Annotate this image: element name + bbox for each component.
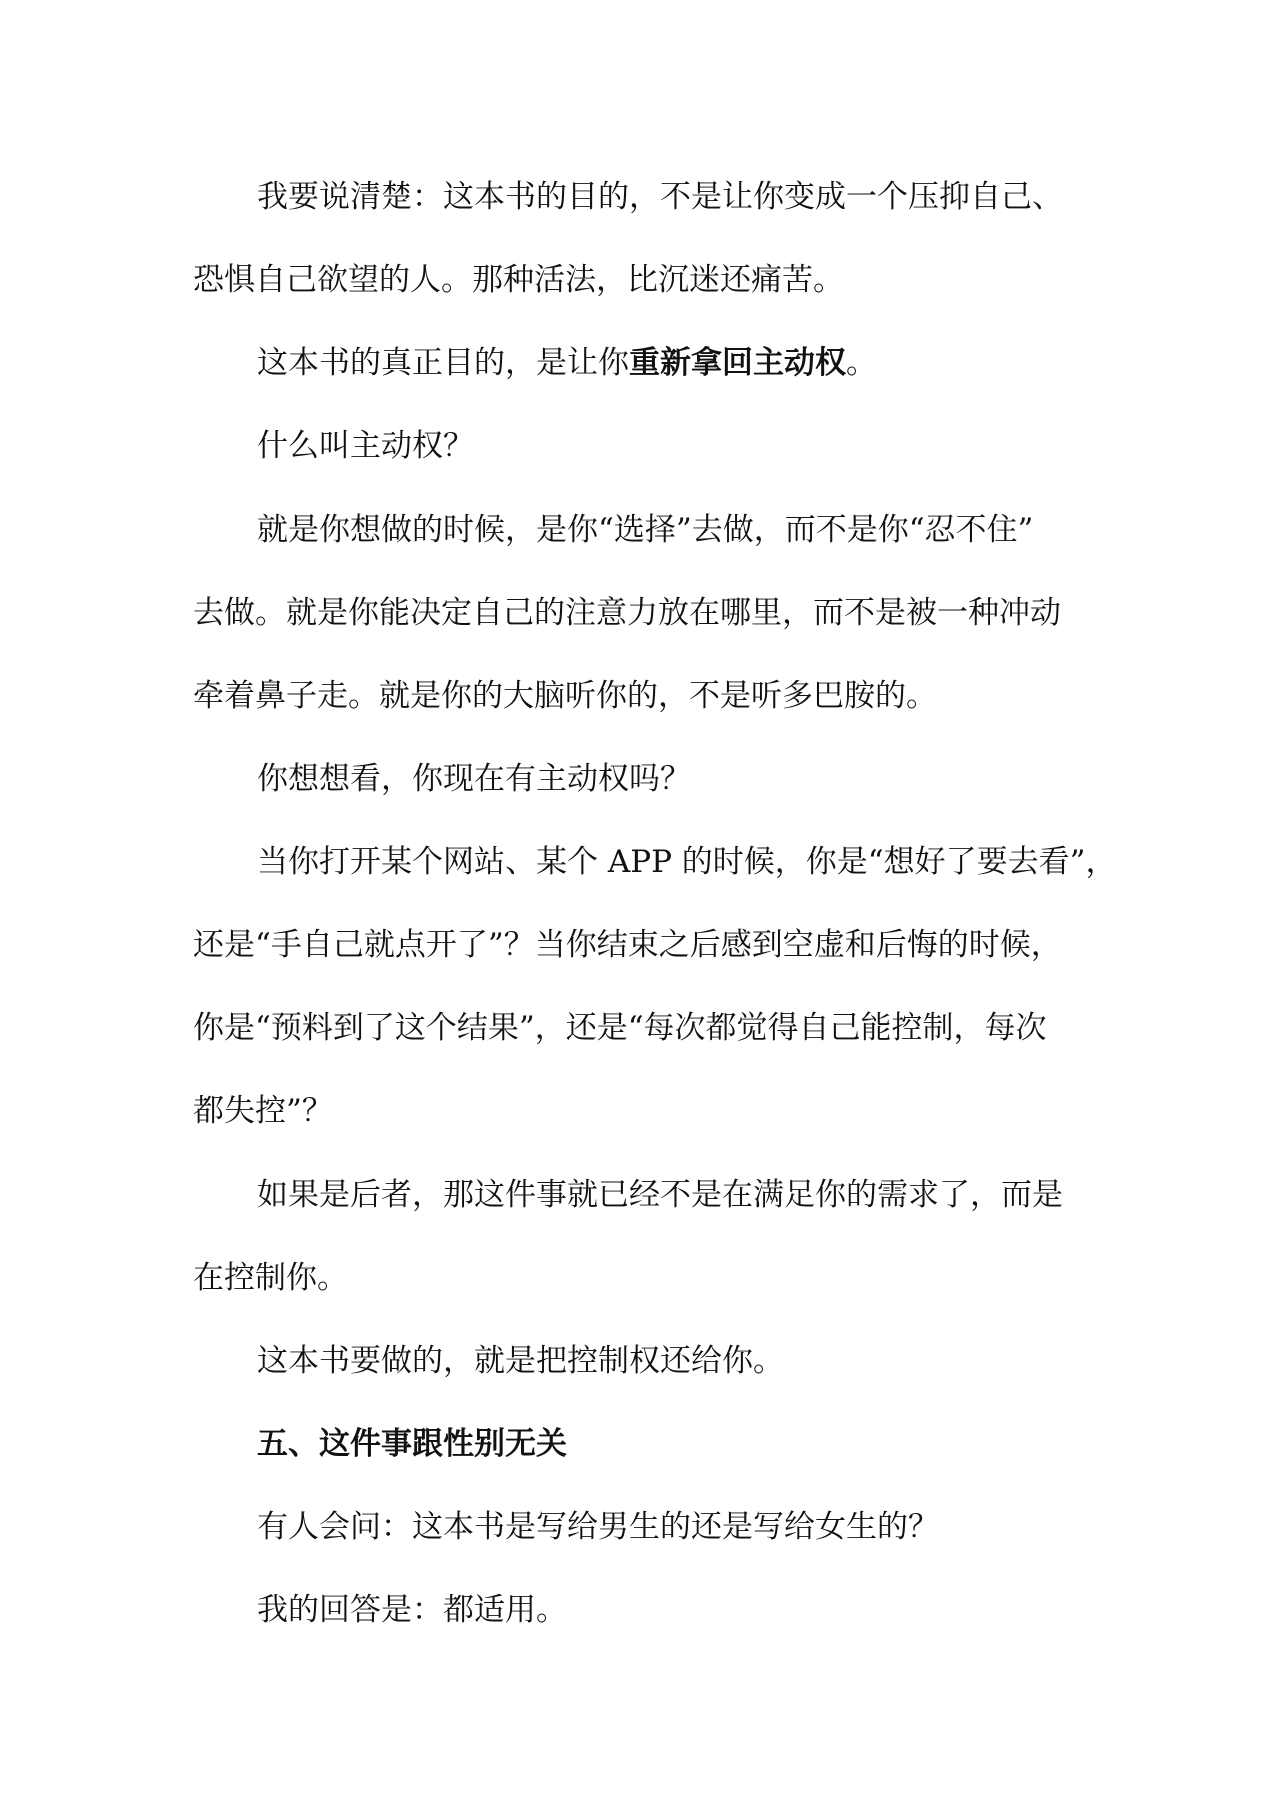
paragraph-line [257,343,1157,383]
paragraph-line: 当你打开某个网站、某个 APP 的时候，你是“想好了要去看”， [257,844,1117,880]
paragraph-line: 这本书要做的，就是把控制权还给你。 [257,1343,784,1379]
paragraph-text: 这本书的真正目的，是让你 [257,345,629,381]
paragraph-line: 还是“手自己就点开了”？当你结束之后感到空虚和后悔的时候， [193,927,1062,963]
section-heading: 五、这件事跟性别无关 [257,1426,567,1462]
paragraph-line: 我的回答是：都适用。 [257,1592,567,1628]
emphasis-text: 重新拿回主动权 [629,345,846,381]
paragraph-line: 牵着鼻子走。就是你的大脑听你的，不是听多巴胺的。 [193,678,937,714]
paragraph-line: 你是“预料到了这个结果”，还是“每次都觉得自己能控制，每次 [193,1010,1047,1046]
paragraph-line: 去做。就是你能决定自己的注意力放在哪里，而不是被一种冲动 [193,595,1061,631]
paragraph-line: 有人会问：这本书是写给男生的还是写给女生的？ [257,1509,939,1545]
paragraph-line: 在控制你。 [193,1260,348,1296]
paragraph-text: 。 [846,345,877,381]
paragraph-line: 我要说清楚：这本书的目的，不是让你变成一个压抑自己、 [257,179,1063,215]
paragraph-line: 都失控”？ [193,1093,333,1129]
paragraph-line: 你想想看，你现在有主动权吗？ [257,761,691,797]
paragraph-line: 就是你想做的时候，是你“选择”去做，而不是你“忍不住” [257,512,1034,548]
paragraph-line: 恐惧自己欲望的人。那种活法，比沉迷还痛苦。 [193,262,844,298]
paragraph-line: 什么叫主动权？ [257,428,474,464]
paragraph-line: 如果是后者，那这件事就已经不是在满足你的需求了，而是 [257,1177,1063,1213]
